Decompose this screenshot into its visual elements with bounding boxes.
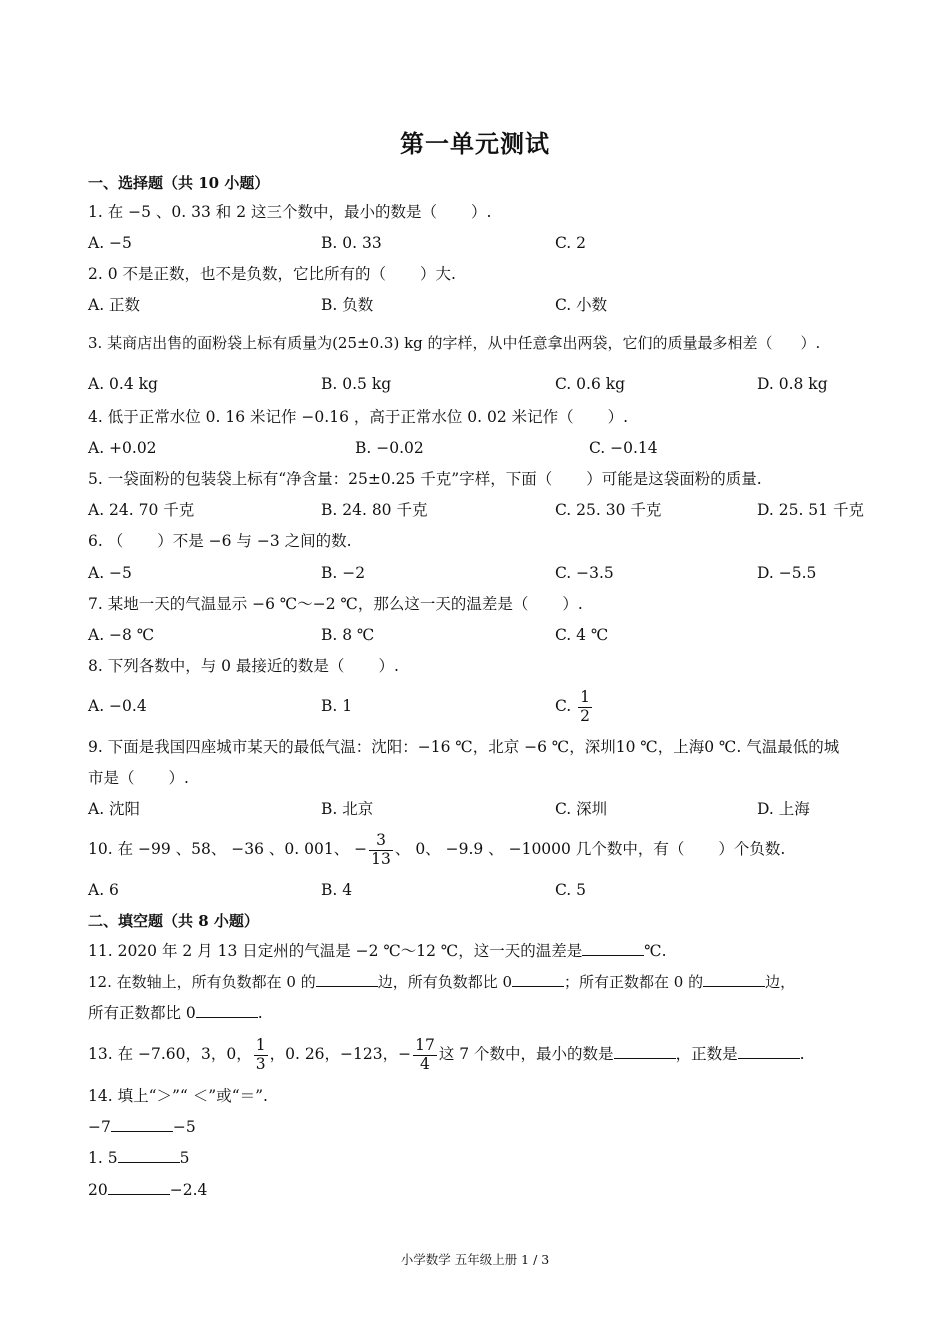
question-5: 5. 一袋面粉的包装袋上标有“净含量：25±0.25 千克”字样，下面（ ）可能是这袋面粉的质量. — [88, 470, 762, 488]
q8-option-b: B. 1 — [321, 697, 353, 715]
q6-option-d: D. −5.5 — [757, 564, 817, 582]
question-7: 7. 某地一天的气温显示 −6 ℃～−2 ℃，那么这一天的温差是（ ）. — [88, 595, 583, 613]
q10-option-c: C. 5 — [555, 881, 587, 899]
q7-option-b: B. 8 ℃ — [321, 626, 375, 644]
fraction-3-13: $\frac{3}{13}$ — [371, 831, 391, 868]
q6-option-a: A. −5 — [88, 564, 132, 582]
q1-option-c: C. 2 — [555, 234, 587, 252]
q2-option-c: C. 小数 — [555, 296, 608, 314]
q10-option-a: A. 6 — [88, 881, 119, 899]
q2-option-b: B. 负数 — [321, 296, 374, 314]
q3-option-a: A. 0.4 kg — [88, 375, 158, 393]
section-heading-fill: 二、填空题（共 8 小题） — [88, 912, 259, 930]
page-footer: 小学数学 五年级上册 1 / 3 — [400, 1252, 550, 1267]
fraction-one-third: $\frac{1}{3}$ — [255, 1036, 266, 1073]
q9-option-a: A. 沈阳 — [88, 800, 141, 818]
q8-option-a: A. −0.4 — [88, 697, 147, 715]
q5-option-b: B. 24. 80 千克 — [321, 501, 428, 519]
q8-option-c: C. $\frac{1}{2}$ — [555, 688, 591, 725]
q6-option-b: B. −2 — [321, 564, 366, 582]
q14-row-2: 1. 5 5 — [88, 1149, 190, 1167]
question-1: 1. 在 −5 、0. 33 和 2 这三个数中，最小的数是（ ）. — [88, 203, 492, 221]
question-12-line-2: 所有正数都比 0 . — [88, 1004, 263, 1022]
question-11: 11. 2020 年 2 月 13 日定州的气温是 −2 ℃～12 ℃，这一天的温差是 ℃. — [88, 942, 667, 960]
question-13: 13. 在 −7.60，3，0， $\frac{1}{3}$ ，0. 26，−123，− $\frac{17}{4}$ 这 7 个数中，最小的数是 ，正数是 . — [88, 1036, 805, 1073]
question-12-line-1: 12. 在数轴上，所有负数都在 0 的 边，所有负数都比 0 ；所有正数都在 0 的 边， — [88, 973, 796, 991]
q3-option-d: D. 0.8 kg — [757, 375, 828, 393]
q4-option-b: B. −0.02 — [355, 439, 424, 457]
question-4: 4. 低于正常水位 0. 16 米记作 −0.16 ，高于正常水位 0. 02 米记作（ ）. — [88, 408, 629, 426]
q7-option-a: A. −8 ℃ — [88, 626, 155, 644]
q2-option-a: A. 正数 — [88, 296, 141, 314]
q9-option-c: C. 深圳 — [555, 800, 608, 818]
q7-option-c: C. 4 ℃ — [555, 626, 609, 644]
q3-option-c: C. 0.6 kg — [555, 375, 626, 393]
section-heading-choice: 一、选择题（共 10 小题） — [88, 174, 270, 192]
question-10: 10. 在 −99 、58、 −36 、0. 001、 − $\frac{3}{13}$ 、 0、 −9.9 、 −10000 几个数中，有（ ）个负数. — [88, 831, 786, 868]
question-14: 14. 填上“＞”“ ＜”或“＝”. — [88, 1087, 268, 1105]
question-8: 8. 下列各数中，与 0 最接近的数是（ ）. — [88, 657, 399, 675]
question-6: 6. （ ）不是 −6 与 −3 之间的数. — [88, 532, 352, 550]
q6-option-c: C. −3.5 — [555, 564, 614, 582]
q9-option-b: B. 北京 — [321, 800, 374, 818]
q14-row-1: −7 −5 — [88, 1118, 196, 1136]
q9-option-d: D. 上海 — [757, 800, 810, 818]
q3-option-b: B. 0.5 kg — [321, 375, 392, 393]
fraction-one-half: $\frac{1}{2}$ — [580, 688, 591, 725]
q5-option-a: A. 24. 70 千克 — [88, 501, 195, 519]
q5-option-c: C. 25. 30 千克 — [555, 501, 662, 519]
q1-option-a: A. −5 — [88, 234, 132, 252]
question-3: 3. 某商店出售的面粉袋上标有质量为(25±0.3) kg 的字样，从中任意拿出两袋，它们的质量最多相差（ ）. — [88, 334, 821, 352]
q4-option-c: C. −0.14 — [589, 439, 658, 457]
page-title: 第一单元测试 — [400, 129, 550, 158]
question-9-line-1: 9. 下面是我国四座城市某天的最低气温：沈阳：−16 ℃，北京 −6 ℃，深圳10 ℃，上海0 ℃. 气温最低的城 — [88, 738, 840, 756]
q14-row-3: 20 −2.4 — [88, 1181, 208, 1199]
q5-option-d: D. 25. 51 千克 — [757, 501, 864, 519]
q4-option-a: A. +0.02 — [88, 439, 157, 457]
q1-option-b: B. 0. 33 — [321, 234, 382, 252]
fraction-17-4: $\frac{17}{4}$ — [415, 1036, 435, 1073]
question-9-line-2: 市是（ ）. — [88, 769, 189, 787]
q10-option-b: B. 4 — [321, 881, 353, 899]
question-2: 2. 0 不是正数，也不是负数，它比所有的（ ）大. — [88, 265, 456, 283]
